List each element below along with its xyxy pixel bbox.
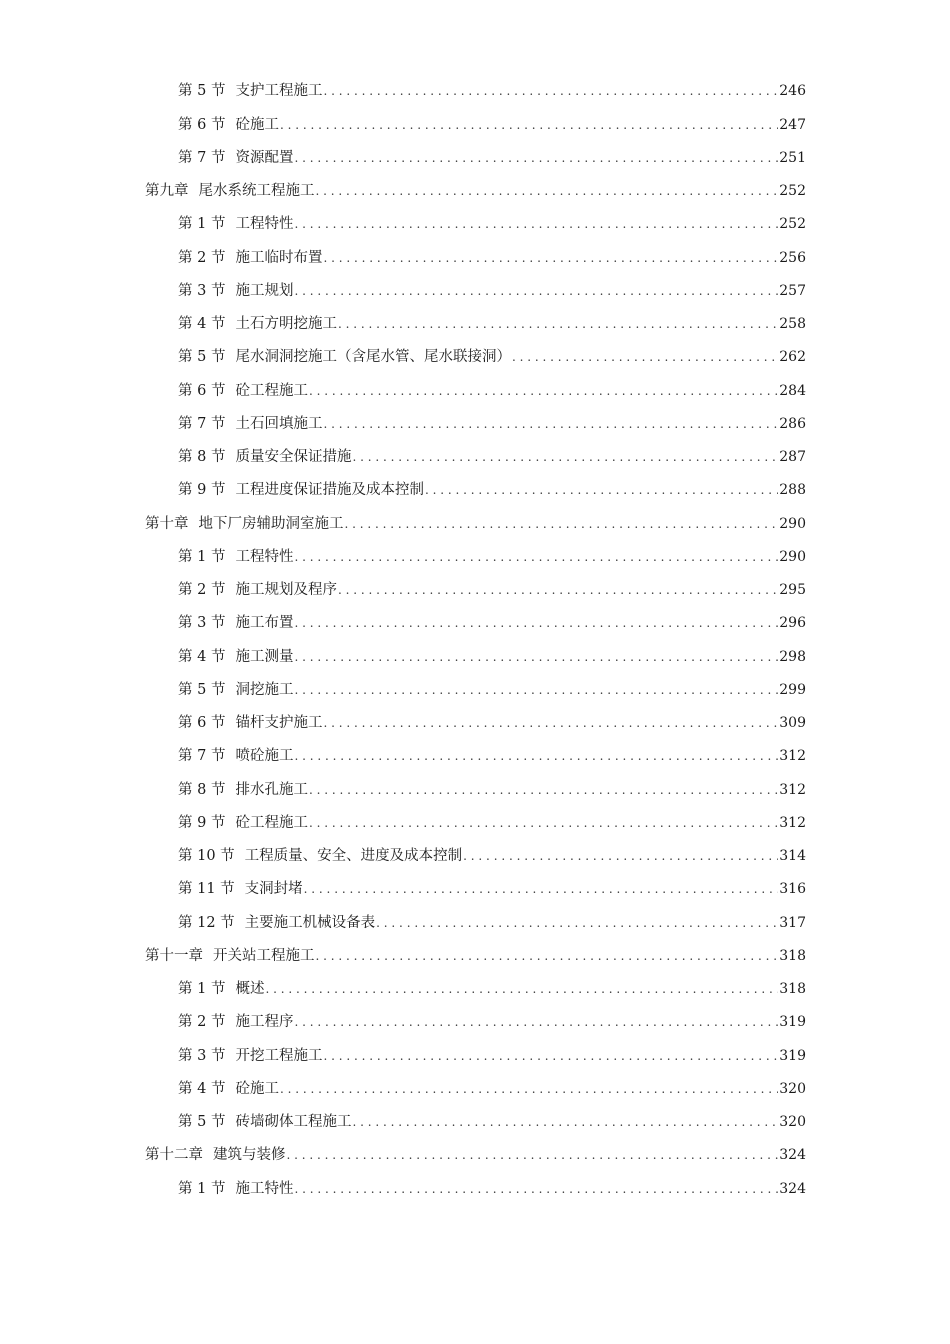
toc-entry-page-number: 251 (779, 149, 806, 166)
toc-entry-line (178, 849, 806, 864)
toc-entry-title: 排水孔施工 (235, 781, 308, 798)
toc-section-entry[interactable] (0, 1073, 950, 1106)
toc-entry-line (178, 350, 806, 365)
toc-entry-line (178, 317, 806, 332)
toc-entry-page-number: 320 (779, 1080, 806, 1097)
toc-chapter-entry[interactable] (0, 507, 950, 540)
toc-entry-page-number: 318 (779, 981, 806, 998)
toc-entry-line (178, 982, 806, 997)
toc-section-entry[interactable] (0, 973, 950, 1006)
toc-entry-line (145, 184, 806, 199)
toc-entry-title: 施工特性 (235, 1180, 294, 1197)
dot-leader (512, 351, 778, 363)
toc-entry-title: 施工规划 (235, 282, 294, 299)
toc-section-entry[interactable] (0, 1039, 950, 1072)
dot-leader (294, 684, 778, 696)
toc-entry-line (178, 650, 806, 665)
toc-entry-line (178, 1082, 806, 1097)
dot-leader (323, 252, 778, 264)
toc-entry-title: 土石回填施工 (235, 415, 323, 432)
dot-leader (309, 817, 778, 829)
toc-entry-page-number: 252 (779, 183, 806, 200)
dot-leader (294, 617, 778, 629)
toc-entry-page-number: 312 (779, 814, 806, 831)
toc-entry-line (145, 1148, 806, 1163)
toc-section-entry[interactable] (0, 1172, 950, 1205)
toc-entry-line (178, 616, 806, 631)
toc-section-entry[interactable] (0, 341, 950, 374)
toc-entry-line (178, 749, 806, 764)
toc-entry-line (178, 417, 806, 432)
toc-entry-title: 尾水洞洞挖施工（含尾水管、尾水联接洞） (235, 349, 511, 366)
toc-entry-line (178, 716, 806, 731)
toc-entry-title: 支护工程施工 (235, 83, 323, 100)
toc-entry-number: 第 3 节 (178, 1047, 226, 1064)
toc-section-entry[interactable] (0, 807, 950, 840)
dot-leader (280, 1083, 778, 1095)
toc-entry-page-number: 324 (779, 1147, 806, 1164)
toc-entry-title: 概述 (235, 981, 265, 998)
toc-entry-title: 工程进度保证措施及成本控制 (235, 482, 424, 499)
toc-entry-line (178, 1049, 806, 1064)
toc-entry-page-number: 319 (779, 1047, 806, 1064)
toc-entry-line (178, 683, 806, 698)
toc-entry-title: 支洞封堵 (244, 881, 303, 898)
toc-entry-title: 施工规划及程序 (235, 582, 337, 599)
toc-entry-title: 开挖工程施工 (235, 1047, 323, 1064)
toc-entry-page-number: 317 (779, 914, 806, 931)
toc-entry-number: 第 10 节 (178, 848, 235, 865)
toc-entry-number: 第十二章 (145, 1147, 203, 1164)
dot-leader (287, 1149, 779, 1161)
toc-entry-number: 第 5 节 (178, 1114, 226, 1131)
toc-entry-number: 第 6 节 (178, 382, 226, 399)
toc-section-entry[interactable] (0, 640, 950, 673)
toc-entry-number: 第 7 节 (178, 415, 226, 432)
toc-entry-number: 第 2 节 (178, 1014, 226, 1031)
toc-entry-title: 主要施工机械设备表 (244, 914, 376, 931)
toc-section-entry[interactable] (0, 308, 950, 341)
toc-entry-number: 第 1 节 (178, 981, 226, 998)
toc-entry-line (178, 916, 806, 931)
toc-section-entry[interactable] (0, 773, 950, 806)
toc-entry-number: 第十章 (145, 515, 189, 532)
toc-section-entry[interactable] (0, 108, 950, 141)
dot-leader (309, 784, 778, 796)
toc-entry-page-number: 319 (779, 1014, 806, 1031)
toc-chapter-entry[interactable] (0, 1139, 950, 1172)
toc-entry-page-number: 246 (779, 83, 806, 100)
toc-entry-page-number: 316 (779, 881, 806, 898)
toc-section-entry[interactable] (0, 408, 950, 441)
toc-entry-line (178, 1015, 806, 1030)
toc-entry-page-number: 320 (779, 1114, 806, 1131)
dot-leader (352, 451, 778, 463)
dot-leader (294, 651, 778, 663)
toc-section-entry[interactable] (0, 574, 950, 607)
dot-leader (309, 385, 778, 397)
toc-entry-number: 第 8 节 (178, 449, 226, 466)
toc-entry-page-number: 290 (779, 515, 806, 532)
toc-entry-number: 第十一章 (145, 947, 203, 964)
toc-entry-title: 施工测量 (235, 648, 294, 665)
toc-entry-number: 第 3 节 (178, 282, 226, 299)
toc-entry-number: 第 4 节 (178, 316, 226, 333)
toc-entry-number: 第 5 节 (178, 349, 226, 366)
dot-leader (338, 584, 778, 596)
dot-leader (294, 218, 778, 230)
toc-entry-page-number: 258 (779, 316, 806, 333)
dot-leader (294, 285, 778, 297)
toc-entry-page-number: 295 (779, 582, 806, 599)
toc-entry-title: 土石方明挖施工 (235, 316, 337, 333)
toc-entry-number: 第 7 节 (178, 149, 226, 166)
toc-section-entry[interactable] (0, 840, 950, 873)
toc-entry-page-number: 247 (779, 116, 806, 133)
toc-section-entry[interactable] (0, 374, 950, 407)
toc-entry-page-number: 298 (779, 648, 806, 665)
toc-entry-number: 第 11 节 (178, 881, 235, 898)
toc-entry-number: 第 8 节 (178, 781, 226, 798)
toc-entry-line (178, 384, 806, 399)
toc-section-entry[interactable] (0, 906, 950, 939)
toc-section-entry[interactable] (0, 873, 950, 906)
toc-entry-number: 第 6 节 (178, 715, 226, 732)
toc-entry-page-number: 288 (779, 482, 806, 499)
dot-leader (294, 1183, 778, 1195)
toc-entry-page-number: 312 (779, 781, 806, 798)
toc-entry-title: 工程质量、安全、进度及成本控制 (244, 848, 463, 865)
toc-entry-title: 工程特性 (235, 216, 294, 233)
toc-entry-line (178, 783, 806, 798)
dot-leader (280, 119, 778, 131)
dot-leader (352, 1116, 778, 1128)
toc-entry-title: 开关站工程施工 (213, 947, 315, 964)
toc-entry-page-number: 318 (779, 947, 806, 964)
dot-leader (304, 883, 779, 895)
toc-entry-number: 第 1 节 (178, 548, 226, 565)
toc-entry-title: 砼工程施工 (235, 814, 308, 831)
toc-section-entry[interactable] (0, 142, 950, 175)
toc-entry-page-number: 290 (779, 548, 806, 565)
toc-chapter-entry[interactable] (0, 940, 950, 973)
toc-entry-line (178, 251, 806, 266)
dot-leader (316, 950, 779, 962)
toc-entry-page-number: 284 (779, 382, 806, 399)
toc-entry-page-number: 256 (779, 249, 806, 266)
toc-entry-title: 资源配置 (235, 149, 294, 166)
toc-section-entry[interactable] (0, 275, 950, 308)
toc-entry-line (178, 217, 806, 232)
dot-leader (294, 750, 778, 762)
toc-entry-title: 喷砼施工 (235, 748, 294, 765)
dot-leader (338, 318, 778, 330)
toc-entry-number: 第 4 节 (178, 1080, 226, 1097)
toc-entry-number: 第 4 节 (178, 648, 226, 665)
toc-section-entry[interactable] (0, 740, 950, 773)
toc-entry-title: 工程特性 (235, 548, 294, 565)
toc-entry-number: 第 12 节 (178, 914, 235, 931)
dot-leader (376, 917, 778, 929)
toc-entry-title: 锚杆支护施工 (235, 715, 323, 732)
toc-entry-number: 第 7 节 (178, 748, 226, 765)
toc-entry-number: 第 9 节 (178, 814, 226, 831)
toc-entry-line (178, 1182, 806, 1197)
toc-section-entry[interactable] (0, 607, 950, 640)
toc-entry-number: 第 2 节 (178, 249, 226, 266)
toc-entry-line (145, 517, 806, 532)
toc-entry-line (178, 816, 806, 831)
dot-leader (345, 518, 779, 530)
toc-entry-page-number: 312 (779, 748, 806, 765)
table-of-contents (0, 75, 950, 1206)
toc-entry-page-number: 252 (779, 216, 806, 233)
toc-entry-number: 第 1 节 (178, 1180, 226, 1197)
dot-leader (294, 551, 778, 563)
toc-entry-page-number: 262 (779, 349, 806, 366)
toc-section-entry[interactable] (0, 674, 950, 707)
toc-entry-title: 尾水系统工程施工 (198, 183, 315, 200)
toc-section-entry[interactable] (0, 75, 950, 108)
toc-entry-number: 第 2 节 (178, 582, 226, 599)
toc-entry-title: 砼施工 (235, 116, 279, 133)
toc-entry-title: 质量安全保证措施 (235, 449, 352, 466)
toc-entry-title: 施工布置 (235, 615, 294, 632)
toc-section-entry[interactable] (0, 1106, 950, 1139)
dot-leader (463, 850, 778, 862)
toc-entry-page-number: 309 (779, 715, 806, 732)
toc-entry-line (178, 151, 806, 166)
toc-entry-line (178, 550, 806, 565)
toc-entry-number: 第九章 (145, 183, 189, 200)
toc-section-entry[interactable] (0, 707, 950, 740)
toc-entry-page-number: 286 (779, 415, 806, 432)
toc-entry-line (178, 284, 806, 299)
dot-leader (323, 418, 778, 430)
toc-entry-title: 砖墙砌体工程施工 (235, 1114, 352, 1131)
toc-entry-title: 施工临时布置 (235, 249, 323, 266)
toc-entry-line (178, 483, 806, 498)
toc-entry-title: 建筑与装修 (213, 1147, 286, 1164)
toc-entry-title: 砼施工 (235, 1080, 279, 1097)
toc-entry-line (178, 882, 806, 897)
toc-entry-number: 第 5 节 (178, 681, 226, 698)
toc-entry-page-number: 296 (779, 615, 806, 632)
dot-leader (323, 1050, 778, 1062)
toc-entry-line (178, 84, 806, 99)
toc-entry-line (178, 450, 806, 465)
toc-entry-title: 施工程序 (235, 1014, 294, 1031)
dot-leader (425, 484, 778, 496)
toc-entry-page-number: 287 (779, 449, 806, 466)
toc-entry-page-number: 324 (779, 1180, 806, 1197)
toc-section-entry[interactable] (0, 541, 950, 574)
toc-entry-line (145, 949, 806, 964)
toc-entry-page-number: 257 (779, 282, 806, 299)
toc-entry-number: 第 6 节 (178, 116, 226, 133)
toc-entry-number: 第 3 节 (178, 615, 226, 632)
toc-section-entry[interactable] (0, 1006, 950, 1039)
dot-leader (265, 983, 778, 995)
toc-entry-line (178, 583, 806, 598)
toc-entry-title: 地下厂房辅助洞室施工 (198, 515, 344, 532)
dot-leader (294, 152, 778, 164)
toc-entry-page-number: 314 (779, 848, 806, 865)
toc-section-entry[interactable] (0, 474, 950, 507)
toc-entry-number: 第 5 节 (178, 83, 226, 100)
dot-leader (323, 717, 778, 729)
toc-entry-line (178, 1115, 806, 1130)
toc-section-entry[interactable] (0, 208, 950, 241)
toc-section-entry[interactable] (0, 441, 950, 474)
toc-entry-number: 第 9 节 (178, 482, 226, 499)
dot-leader (316, 185, 779, 197)
toc-section-entry[interactable] (0, 241, 950, 274)
dot-leader (323, 85, 778, 97)
toc-entry-line (178, 118, 806, 133)
toc-chapter-entry[interactable] (0, 175, 950, 208)
toc-entry-page-number: 299 (779, 681, 806, 698)
toc-entry-number: 第 1 节 (178, 216, 226, 233)
dot-leader (294, 1016, 778, 1028)
toc-entry-title: 洞挖施工 (235, 681, 294, 698)
toc-entry-title: 砼工程施工 (235, 382, 308, 399)
